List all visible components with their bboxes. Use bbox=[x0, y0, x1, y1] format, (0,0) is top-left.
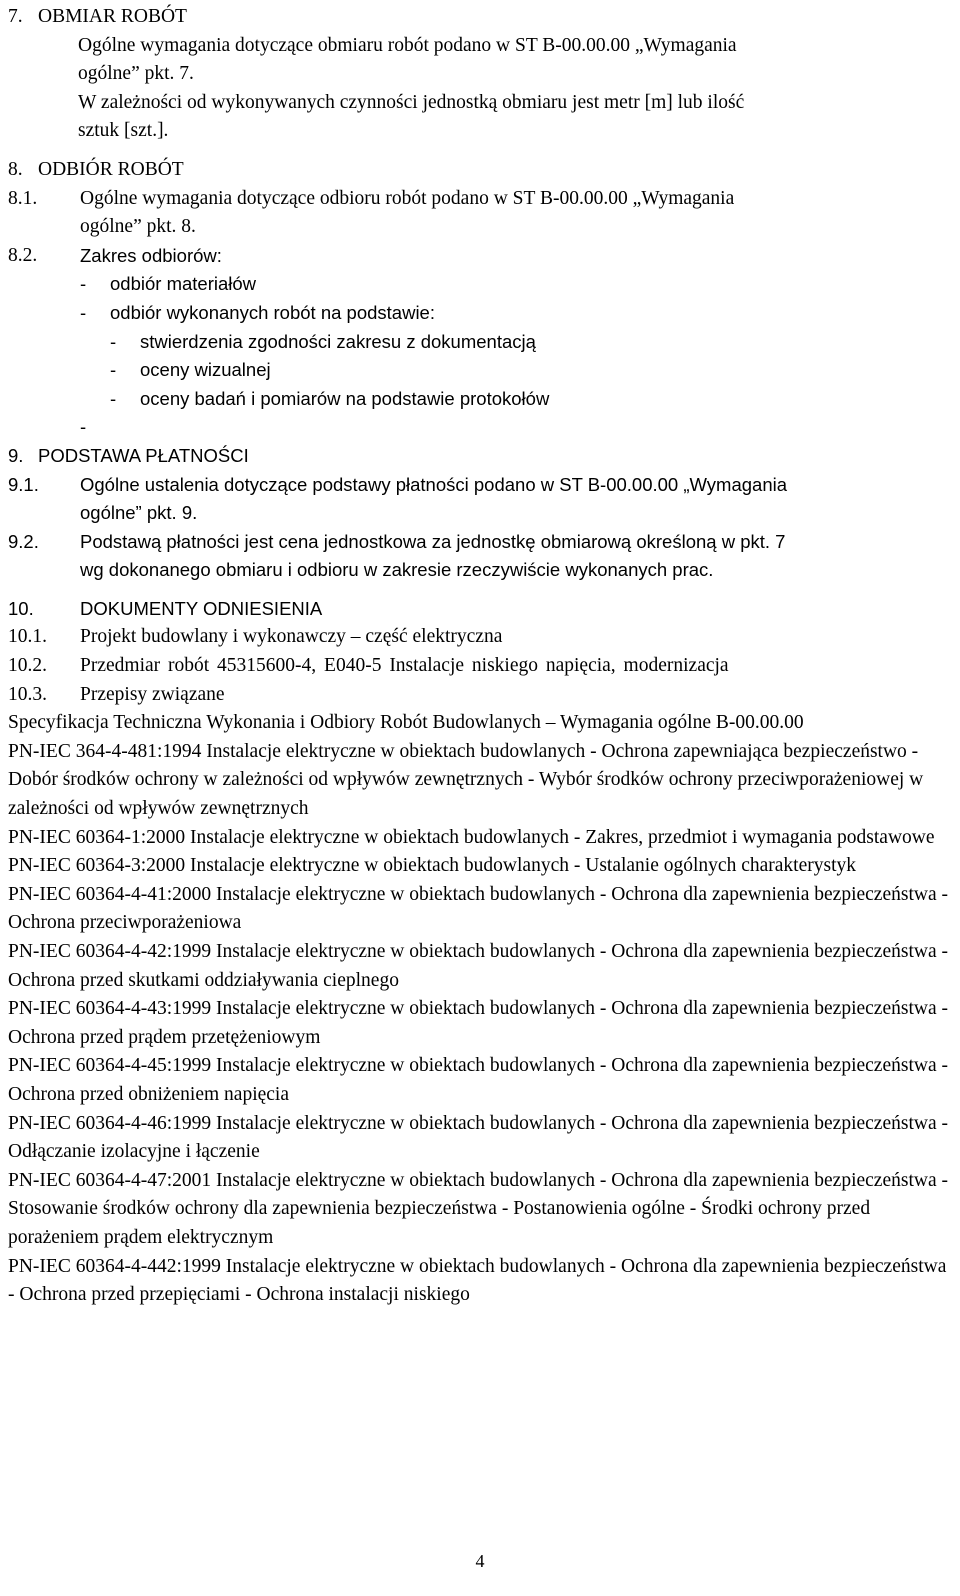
section-number: 8. bbox=[8, 158, 23, 180]
list-item-text: odbiór wykonanych robót na podstawie: bbox=[110, 301, 435, 323]
list-item bbox=[8, 270, 953, 299]
clause-number: 10.3. bbox=[8, 683, 47, 705]
reference-item: PN-IEC 60364-4-42:1999 Instalacje elektryczne w obiektach budowlanych - Ochrona dla zapewnienia bezpieczeństwa - Ochrona przed skutkami oddziaływania cieplnego bbox=[8, 941, 948, 991]
clause-text: Ogólne ustalenia dotyczące podstawy płatności podano w ST B-00.00.00 „Wymagania bbox=[80, 473, 788, 495]
reference-item: PN-IEC 60364-4-46:1999 Instalacje elektryczne w obiektach budowlanych - Ochrona dla zapewnienia bezpieczeństwa - Odłączanie izolacyjne i łączenie bbox=[8, 1112, 948, 1163]
list-item-text: oceny badań i pomiarów na podstawie protokołów bbox=[140, 387, 550, 409]
section-title: ODBIÓR ROBÓT bbox=[38, 158, 184, 180]
reference-item: PN-IEC 60364-4-47:2001 Instalacje elektryczne w obiektach budowlanych - Ochrona dla zapewnienia bezpieczeństwa - Stosowanie środków ochrony dla zapewnienia bezpieczeństwa - Postanowienia ogólne - Środki ochrony przed porażeniem prądem elektrycznym bbox=[8, 1169, 948, 1248]
sub-list-item bbox=[8, 356, 953, 385]
clause-text: Przedmiar robót 45315600-4, E040-5 Instalacje niskiego napięcia, modernizacja bbox=[80, 655, 729, 677]
section-number: 10. bbox=[8, 597, 34, 619]
section-number: 7. bbox=[8, 6, 23, 27]
dash-bullet: - bbox=[80, 273, 87, 295]
clause-8-1 bbox=[8, 185, 953, 214]
page-number: 4 bbox=[475, 1551, 485, 1571]
paragraph-line: sztuk [szt.]. bbox=[78, 120, 169, 142]
reference-item: PN-IEC 364-4-481:1994 Instalacje elektryczne w obiektach budowlanych - Ochrona zapewniająca bezpieczeństwo - Dobór środków ochrony w zależności od wpływów zewnętrznych - Wybór środków ochrony przeciwporażeniowej w zależności od wpływów zewnętrznych bbox=[8, 740, 924, 820]
clause-text: Przepisy związane bbox=[80, 683, 225, 705]
clause-10-3 bbox=[8, 681, 953, 710]
reference-item: PN-IEC 60364-1:2000 Instalacje elektryczne w obiektach budowlanych - Zakres, przedmiot i wymagania podstawowe bbox=[8, 826, 935, 848]
section-title: PODSTAWA PŁATNOŚCI bbox=[38, 444, 249, 466]
dash-bullet: - bbox=[110, 359, 117, 381]
paragraph-line: wg dokonanego obmiaru i odbioru w zakresie rzeczywiście wykonanych prac. bbox=[80, 559, 714, 581]
reference-item: Specyfikacja Techniczna Wykonania i Odbiory Robót Budowlanych – Wymagania ogólne B-00.00.00 bbox=[8, 712, 804, 734]
clause-number: 8.2. bbox=[8, 244, 38, 266]
dash-bullet: - bbox=[110, 387, 117, 409]
clause-number: 9.1. bbox=[8, 473, 39, 495]
list-item-text: oceny wizualnej bbox=[140, 359, 271, 381]
paragraph-line: ogólne” pkt. 8. bbox=[80, 216, 196, 238]
section-title: OBMIAR ROBÓT bbox=[38, 6, 187, 27]
reference-item: PN-IEC 60364-4-45:1999 Instalacje elektryczne w obiektach budowlanych - Ochrona dla zapewnienia bezpieczeństwa - Ochrona przed obniżeniem napięcia bbox=[8, 1055, 948, 1105]
clause-text: Ogólne wymagania dotyczące odbioru robót podano w ST B-00.00.00 „Wymagania bbox=[80, 187, 735, 209]
clause-title: Zakres odbiorów: bbox=[80, 244, 222, 266]
reference-item: PN-IEC 60364-4-43:1999 Instalacje elektryczne w obiektach budowlanych - Ochrona dla zapewnienia bezpieczeństwa - Ochrona przed prądem przetężeniowym bbox=[8, 998, 948, 1048]
paragraph-line: W zależności od wykonywanych czynności jednostką obmiaru jest metr [m] lub ilość bbox=[78, 91, 745, 113]
dash-bullet: - bbox=[110, 330, 117, 352]
document-page bbox=[8, 3, 953, 1310]
list-item-text: stwierdzenia zgodności zakresu z dokumentacją bbox=[140, 330, 536, 352]
section-title: DOKUMENTY ODNIESIENIA bbox=[80, 597, 323, 619]
sub-list-item bbox=[8, 328, 953, 357]
clause-10-1 bbox=[8, 623, 953, 652]
clause-number: 8.1. bbox=[8, 187, 38, 209]
dash-bullet: - bbox=[80, 301, 87, 323]
section-number: 9. bbox=[8, 444, 24, 466]
list-item-empty bbox=[8, 413, 953, 442]
paragraph-line: Ogólne wymagania dotyczące obmiaru robót podano w ST B-00.00.00 „Wymagania bbox=[78, 34, 737, 56]
paragraph-line: ogólne” pkt. 9. bbox=[80, 502, 198, 524]
clause-8-2 bbox=[8, 242, 953, 271]
list-item-text: odbiór materiałów bbox=[110, 273, 257, 295]
dash-bullet: - bbox=[80, 416, 87, 438]
reference-item: PN-IEC 60364-4-41:2000 Instalacje elektryczne w obiektach budowlanych - Ochrona dla zapewnienia bezpieczeństwa - Ochrona przeciwporażeniowa bbox=[8, 883, 948, 934]
sub-list-item bbox=[8, 385, 953, 414]
section-8-heading bbox=[8, 156, 953, 185]
clause-text: Projekt budowlany i wykonawczy – część elektryczna bbox=[80, 626, 503, 648]
clause-9-2 bbox=[8, 528, 953, 557]
reference-item: PN-IEC 60364-4-442:1999 Instalacje elektryczne w obiektach budowlanych - Ochrona dla zapewnienia bezpieczeństwa - Ochrona przed przepięciami - Ochrona instalacji niskiego bbox=[8, 1255, 947, 1306]
clause-number: 10.2. bbox=[8, 655, 47, 677]
paragraph-line: ogólne” pkt. 7. bbox=[78, 63, 194, 85]
clause-text: Podstawą płatności jest cena jednostkowa za jednostkę obmiarową określoną w pkt. 7 bbox=[80, 530, 786, 552]
section-9-heading bbox=[8, 442, 953, 471]
list-item bbox=[8, 299, 953, 328]
section-7-heading bbox=[8, 3, 953, 32]
clause-number: 10.1. bbox=[8, 626, 47, 648]
clause-10-2 bbox=[8, 652, 953, 681]
clause-number: 9.2. bbox=[8, 530, 39, 552]
clause-9-1 bbox=[8, 471, 953, 500]
section-10-heading bbox=[8, 595, 953, 624]
reference-item: PN-IEC 60364-3:2000 Instalacje elektryczne w obiektach budowlanych - Ustalanie ogólnych charakterystyk bbox=[8, 855, 856, 877]
